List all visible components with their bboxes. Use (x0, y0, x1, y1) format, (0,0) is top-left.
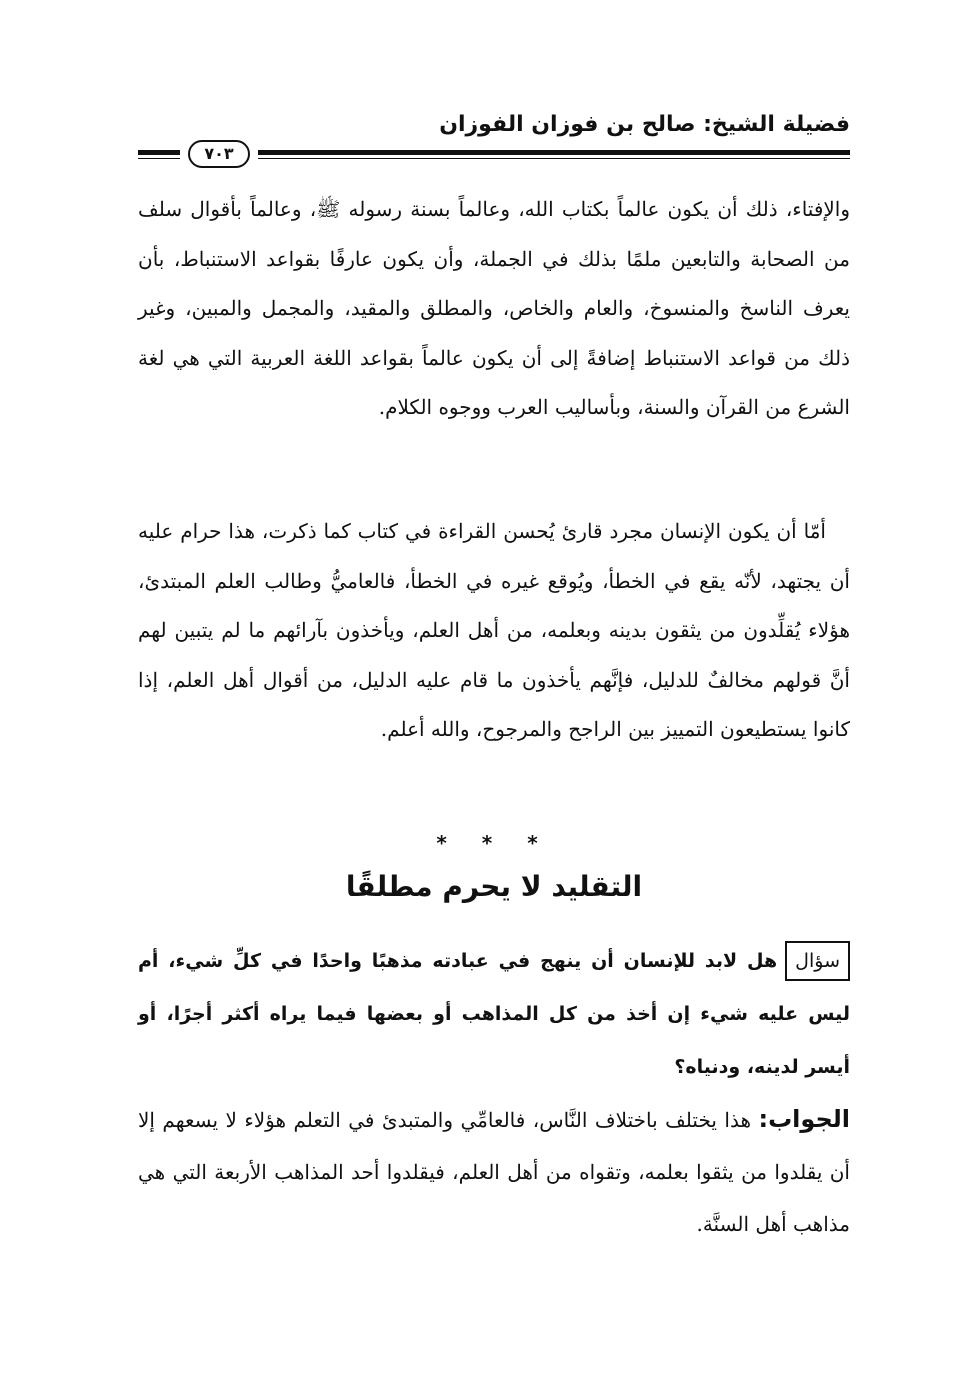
section-heading: التقليد لا يحرم مطلقًا (345, 870, 643, 903)
page-header (138, 110, 850, 170)
question-block (138, 935, 850, 1094)
answer-block (138, 1093, 850, 1250)
question-label: سؤال (785, 941, 850, 981)
answer-text: هذا يختلف باختلاف النَّاس، فالعامِّي والمتبدئ في التعلم هؤلاء لا يسعهم إلا أن يقلدوا من يثقوا بعلمه، وتقواه من أهل العلم، فيقلدوا أحد المذاهب الأربعة التي هي مذاهب أهل السنَّة. (138, 1108, 850, 1236)
section-separator: * * * (436, 831, 552, 855)
body-paragraph-2: أمّا أن يكون الإنسان مجرد قارئ يُحسن القراءة في كتاب كما ذكرت، هذا حرام عليه أن يجتهد، لأنّه يقع في الخطأ، ويُوقع غيره في الخطأ، فالعاميُّ وطالب العلم المبتدئ، هؤلاء يُقلِّدون من يثقون بدينه وبعلمه، من أهل العلم، ويأخذون بآرائهم ما لم يتبين لهم أنَّ قولهم مخالفٌ للدليل، فإنَّهم يأخذون ما قام عليه الدليل، من أقوال أهل العلم، إذا كانوا يستطيعون التمييز بين الراجح والمرجوح، والله أعلم. (138, 519, 850, 742)
answer-label: الجواب: (758, 1105, 850, 1133)
page-number: ٧٠٣ (188, 140, 250, 168)
question-text: هل لابد للإنسان أن ينهج في عبادته مذهبًا واحدًا في كلِّ شيء، أم ليس عليه شيء إن أخذ من كل المذاهب أو بعضها فيما يراه أكثر أجرًا، أو أيسر لدينه، ودنياه؟ (138, 950, 850, 1078)
body-paragraph-1: والإفتاء، ذلك أن يكون عالماً بكتاب الله، وعالماً بسنة رسوله ﷺ، وعالماً بأقوال سلف من الصحابة والتابعين ملمًا بذلك في الجملة، وأن يكون عارفًا بقواعد الاستنباط، بأن يعرف الناسخ والمنسوخ، والعام والخاص، والمطلق والمقيد، والمجمل والمبين، وغير ذلك من قواعد الاستنباط إضافةً إلى أن يكون عالماً بقواعد اللغة العربية التي هي لغة الشرع من القرآن والسنة، وبأساليب العرب ووجوه الكلام. (138, 197, 851, 420)
header-rule-left (138, 150, 180, 159)
header-rule-right (258, 150, 850, 159)
running-title: فضيلة الشيخ: صالح بن فوزان الفوزان (439, 112, 850, 137)
